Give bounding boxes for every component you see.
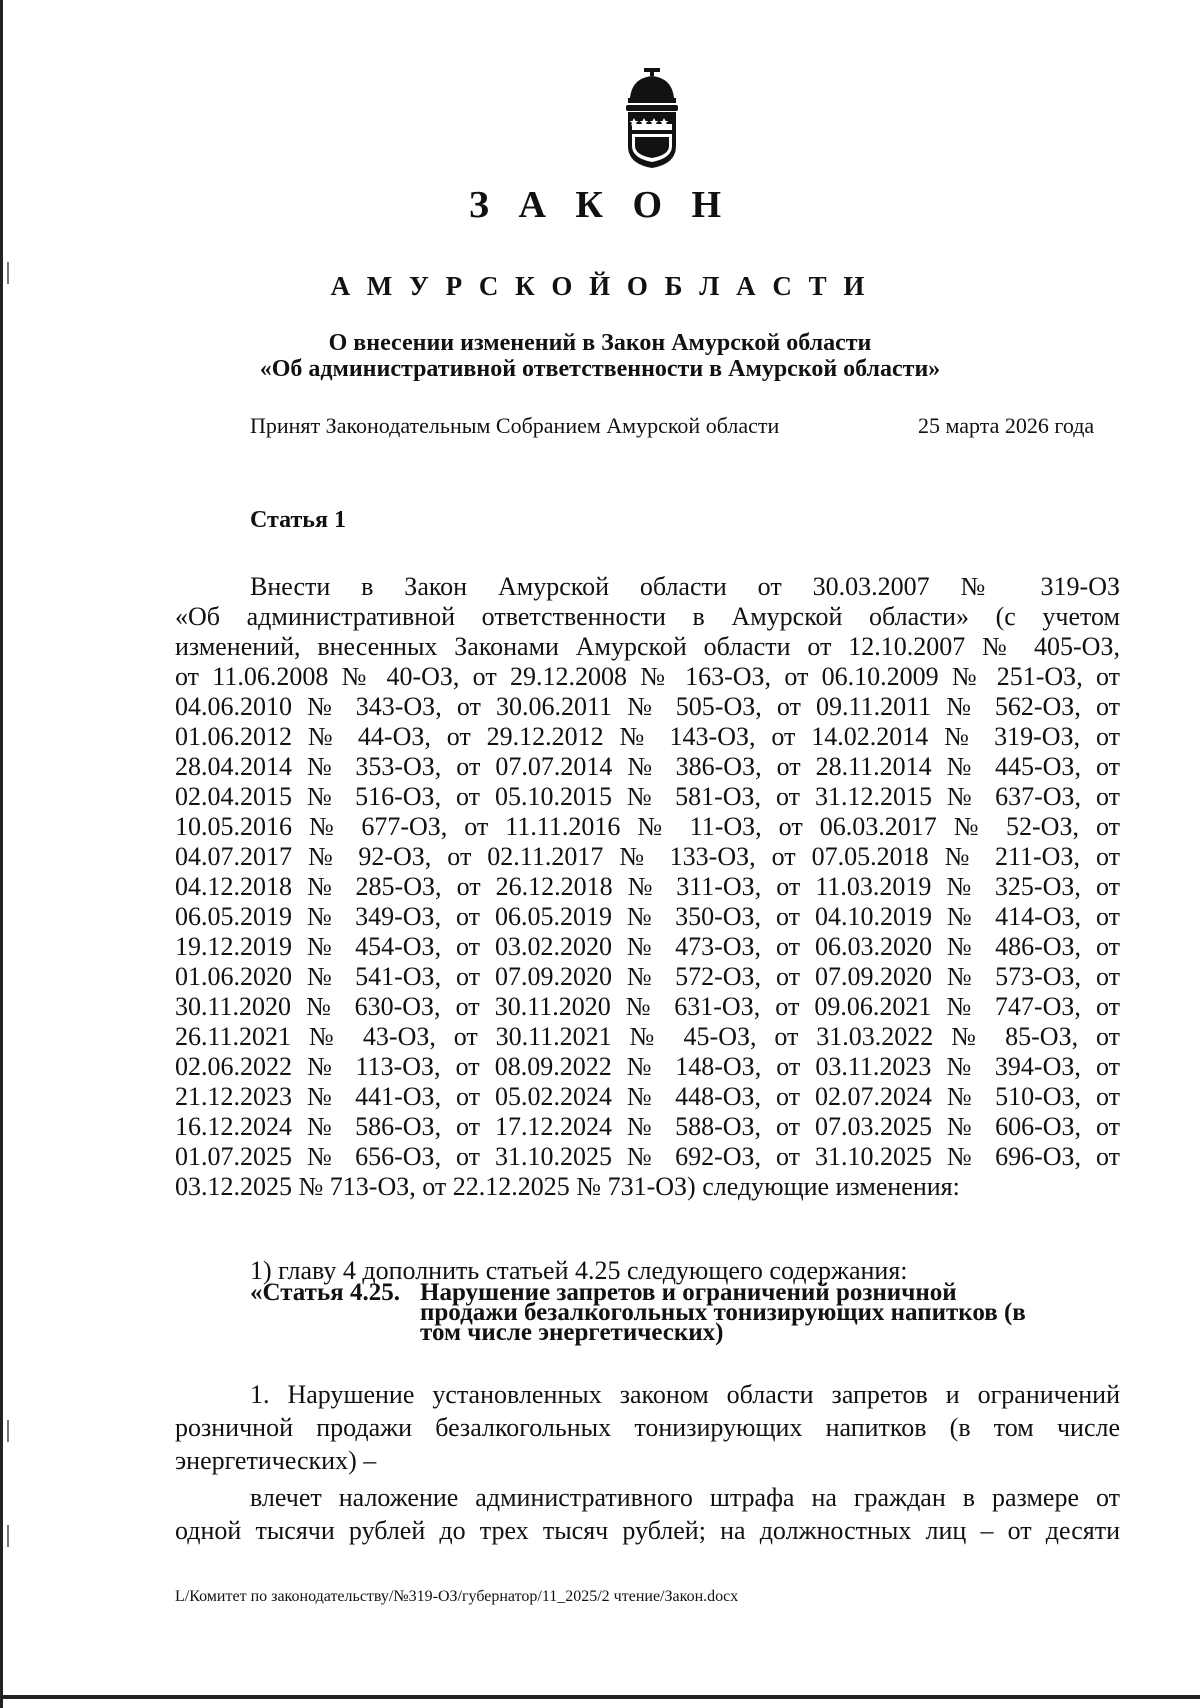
body-line: 28.04.2014 № 353-ОЗ, от 07.07.2014 № 386-ОЗ, от 28.11.2014 № 445-ОЗ, от: [175, 752, 1120, 781]
body-line: 03.12.2025 № 713-ОЗ, от 22.12.2025 № 731-ОЗ) следующие изменения:: [175, 1172, 960, 1201]
penalty-line: влечет наложение административного штрафа на граждан в размере от: [250, 1483, 1120, 1512]
law-subject: [0, 330, 1200, 382]
article-heading: Статья 1: [250, 507, 346, 533]
body-line: 01.06.2012 № 44-ОЗ, от 29.12.2012 № 143-ОЗ, от 14.02.2014 № 319-ОЗ, от: [175, 722, 1120, 751]
scan-mark: [7, 1420, 9, 1442]
body-line: «Об административной ответственности в Амурской области» (с учетом: [175, 602, 1120, 631]
body-line: изменений, внесенных Законами Амурской области от 12.10.2007 № 405-ОЗ,: [175, 632, 1120, 661]
amendment-item: 1) главу 4 дополнить статьей 4.25 следующего содержания:: [250, 1256, 908, 1285]
coat-of-arms-icon: [622, 68, 682, 168]
page-bottom-edge: [0, 1695, 1200, 1699]
body-line: Внести в Закон Амурской области от 30.03.2007 № 319-ОЗ: [250, 572, 1120, 601]
body-line: 26.11.2021 № 43-ОЗ, от 30.11.2021 № 45-ОЗ, от 31.03.2022 № 85-ОЗ, от: [175, 1022, 1120, 1051]
body-line: 02.06.2022 № 113-ОЗ, от 08.09.2022 № 148-ОЗ, от 03.11.2023 № 394-ОЗ, от: [175, 1052, 1120, 1081]
body-line: 04.07.2017 № 92-ОЗ, от 02.11.2017 № 133-ОЗ, от 07.05.2018 № 211-ОЗ, от: [175, 842, 1120, 871]
body-line: 06.05.2019 № 349-ОЗ, от 06.05.2019 № 350-ОЗ, от 04.10.2019 № 414-ОЗ, от: [175, 902, 1120, 931]
body-line: 01.06.2020 № 541-ОЗ, от 07.09.2020 № 572-ОЗ, от 07.09.2020 № 573-ОЗ, от: [175, 962, 1120, 991]
new-article-heading: [250, 1279, 1130, 1346]
part-line: энергетических) –: [175, 1446, 377, 1475]
new-article-title-line: Нарушение запретов и ограничений розничной: [420, 1279, 957, 1306]
page-left-edge: [0, 0, 3, 1708]
body-line: 19.12.2019 № 454-ОЗ, от 03.02.2020 № 473-ОЗ, от 06.03.2020 № 486-ОЗ, от: [175, 932, 1120, 961]
penalty-line: одной тысячи рублей до трех тысяч рублей; на должностных лиц – от десяти: [175, 1516, 1120, 1545]
adopted-by: Принят Законодательным Собранием Амурской области: [250, 413, 780, 438]
law-subject-line: О внесении изменений в Закон Амурской области: [328, 330, 872, 356]
file-path-footer: L/Комитет по законодательству/№319-ОЗ/губернатор/11_2025/2 чтение/Закон.docx: [175, 1588, 739, 1605]
body-line: 30.11.2020 № 630-ОЗ, от 30.11.2020 № 631-ОЗ, от 09.06.2021 № 747-ОЗ, от: [175, 992, 1120, 1021]
part-line: розничной продажи безалкогольных тонизирующих напитков (в том числе: [175, 1413, 1120, 1442]
body-line: 04.06.2010 № 343-ОЗ, от 30.06.2011 № 505-ОЗ, от 09.11.2011 № 562-ОЗ, от: [175, 692, 1120, 721]
body-line: 16.12.2024 № 586-ОЗ, от 17.12.2024 № 588-ОЗ, от 07.03.2025 № 606-ОЗ, от: [175, 1112, 1120, 1141]
scan-mark: [7, 1525, 9, 1547]
body-line: 04.12.2018 № 285-ОЗ, от 26.12.2018 № 311-ОЗ, от 11.03.2019 № 325-ОЗ, от: [175, 872, 1120, 901]
new-article-title-line: продажи безалкогольных тонизирующих напитков (в: [420, 1299, 1026, 1326]
new-article-label: «Статья 4.25.: [250, 1279, 400, 1306]
law-subject-line: «Об административной ответственности в Амурской области»: [259, 356, 941, 382]
new-article-title-line: том числе энергетических): [420, 1319, 724, 1346]
body-line: от 11.06.2008 № 40-ОЗ, от 29.12.2008 № 163-ОЗ, от 06.10.2009 № 251-ОЗ, от: [175, 662, 1120, 691]
body-line: 02.04.2015 № 516-ОЗ, от 05.10.2015 № 581-ОЗ, от 31.12.2015 № 637-ОЗ, от: [175, 782, 1120, 811]
body-line: 21.12.2023 № 441-ОЗ, от 05.02.2024 № 448-ОЗ, от 02.07.2024 № 510-ОЗ, от: [175, 1082, 1120, 1111]
body-line: 01.07.2025 № 656-ОЗ, от 31.10.2025 № 692-ОЗ, от 31.10.2025 № 696-ОЗ, от: [175, 1142, 1120, 1171]
part-line: 1. Нарушение установленных законом области запретов и ограничений: [250, 1380, 1120, 1409]
region-title: А М У Р С К О Й О Б Л А С Т И: [330, 271, 870, 301]
body-line: 10.05.2016 № 677-ОЗ, от 11.11.2016 № 11-ОЗ, от 06.03.2017 № 52-ОЗ, от: [175, 812, 1120, 841]
document-type-title: З А К О Н: [468, 184, 732, 226]
adopted-date: 25 марта 2026 года: [918, 413, 1095, 438]
